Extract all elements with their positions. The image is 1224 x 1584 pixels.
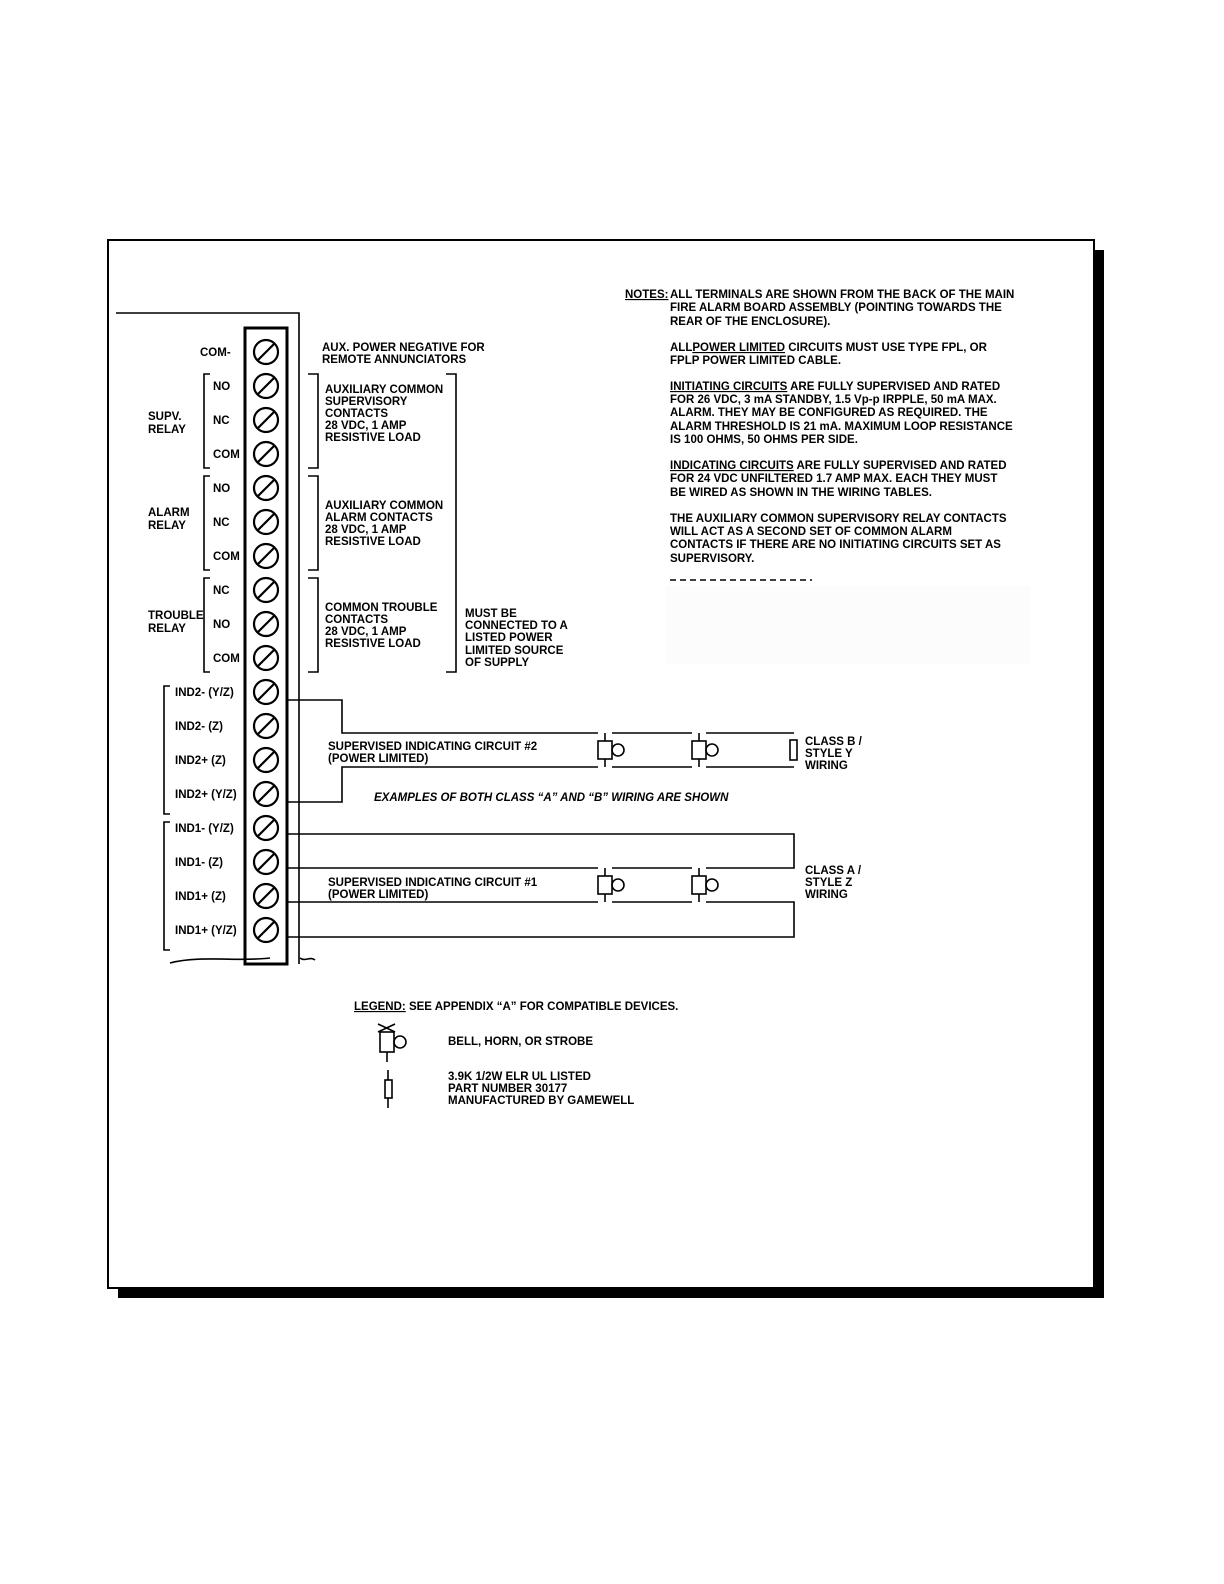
supv-desc-1: AUXILIARY COMMON bbox=[325, 384, 444, 396]
note-3-underlined: INITIATING CIRCUITS bbox=[670, 381, 788, 393]
notes bbox=[625, 289, 1030, 664]
note-3-line-3: ALARM. THEY MAY BE CONFIGURED AS REQUIRED. THE bbox=[670, 407, 988, 419]
screw-terminal bbox=[254, 816, 278, 840]
screw-terminal bbox=[254, 748, 278, 772]
must-be-5: OF SUPPLY bbox=[465, 657, 530, 669]
terminal-label: IND1+ (Y/Z) bbox=[175, 925, 237, 937]
obscured-region bbox=[666, 586, 1030, 664]
terminal-label: IND2+ (Z) bbox=[175, 755, 226, 767]
legend-elr-3: MANUFACTURED BY GAMEWELL bbox=[448, 1095, 635, 1107]
note-4-rest: ARE FULLY SUPERVISED AND RATED bbox=[793, 460, 1007, 472]
trouble-relay-label-2: RELAY bbox=[148, 623, 186, 635]
screw-terminal bbox=[254, 714, 278, 738]
note-1-line-3: REAR OF THE ENCLOSURE). bbox=[670, 316, 831, 328]
note-4-line-2: FOR 24 VDC UNFILTERED 1.7 AMP MAX. EACH THEY MUST bbox=[670, 473, 998, 485]
supv-desc-3: CONTACTS bbox=[325, 408, 389, 420]
legend-text: SEE APPENDIX “A” FOR COMPATIBLE DEVICES. bbox=[405, 1001, 679, 1013]
alarm-relay-label-1: ALARM bbox=[148, 507, 190, 519]
trouble-desc-1: COMMON TROUBLE bbox=[325, 602, 438, 614]
note-1-line-2: FIRE ALARM BOARD ASSEMBLY (POINTING TOWARDS THE bbox=[670, 302, 1002, 314]
screw-terminal bbox=[254, 442, 278, 466]
trouble-desc-4: RESISTIVE LOAD bbox=[325, 638, 421, 650]
class-a-label-1: CLASS A / bbox=[805, 865, 862, 877]
must-be-3: LISTED POWER bbox=[465, 632, 553, 644]
terminal-label: IND2- (Y/Z) bbox=[175, 687, 234, 699]
screw-terminal bbox=[254, 884, 278, 908]
note-5-line-4: SUPERVISORY. bbox=[670, 553, 755, 565]
note-3-rest: ARE FULLY SUPERVISED AND RATED bbox=[787, 381, 1001, 393]
note-3-line-5: IS 100 OHMS, 50 OHMS PER SIDE. bbox=[670, 434, 858, 446]
trouble-desc-2: CONTACTS bbox=[325, 614, 389, 626]
legend-bell-text: BELL, HORN, OR STROBE bbox=[448, 1036, 594, 1048]
note-2-underlined: POWER LIMITED bbox=[692, 342, 785, 354]
screw-terminal bbox=[254, 578, 278, 602]
terminal-label: COM- bbox=[200, 347, 231, 359]
alarm-desc-1: AUXILIARY COMMON bbox=[325, 500, 444, 512]
note-4-underlined: INDICATING CIRCUITS bbox=[670, 460, 794, 472]
terminal-label: IND1+ (Z) bbox=[175, 891, 226, 903]
note-4-line-3: BE WIRED AS SHOWN IN THE WIRING TABLES. bbox=[670, 487, 932, 499]
alarm-desc-2: ALARM CONTACTS bbox=[325, 512, 433, 524]
note-2-line-1 bbox=[670, 342, 988, 354]
screw-terminal bbox=[254, 374, 278, 398]
class-a-label-2: STYLE Z bbox=[805, 877, 853, 889]
supv-relay-label-2: RELAY bbox=[148, 424, 186, 436]
note-3-line-4: ALARM THRESHOLD IS 21 mA. MAXIMUM LOOP RESISTANCE bbox=[670, 421, 1013, 433]
notes-heading: NOTES: bbox=[625, 289, 669, 301]
screw-terminal bbox=[254, 544, 278, 568]
examples-note: EXAMPLES OF BOTH CLASS “A” AND “B” WIRING ARE SHOWN bbox=[374, 792, 729, 804]
screw-terminal bbox=[254, 612, 278, 636]
circuit-2-label-2: (POWER LIMITED) bbox=[328, 753, 429, 765]
legend-elr-1: 3.9K 1/2W ELR UL LISTED bbox=[448, 1071, 591, 1083]
terminal-label: IND1- (Z) bbox=[175, 857, 223, 869]
supv-desc-5: RESISTIVE LOAD bbox=[325, 432, 421, 444]
trouble-desc-3: 28 VDC, 1 AMP bbox=[325, 626, 407, 638]
terminal-label: IND1- (Y/Z) bbox=[175, 823, 234, 835]
trouble-relay-label-1: TROUBLE bbox=[148, 610, 204, 622]
must-be-2: CONNECTED TO A bbox=[465, 620, 568, 632]
screw-terminal bbox=[254, 680, 278, 704]
note-1-line-1: ALL TERMINALS ARE SHOWN FROM THE BACK OF THE MAIN bbox=[670, 289, 1015, 301]
supv-relay-label-1: SUPV. bbox=[148, 411, 182, 423]
note-3-line-1 bbox=[670, 381, 1000, 393]
terminal-label: NC bbox=[213, 415, 230, 427]
note-3-line-2: FOR 26 VDC, 3 mA STANDBY, 1.5 Vp-p IRPPLE, 50 mA MAX. bbox=[670, 394, 997, 406]
aux-power-line-1: AUX. POWER NEGATIVE FOR bbox=[322, 342, 485, 354]
class-a-label-3: WIRING bbox=[805, 889, 848, 901]
alarm-relay-label-2: RELAY bbox=[148, 520, 186, 532]
legend-line bbox=[354, 1001, 678, 1013]
circuit-1-label-1: SUPERVISED INDICATING CIRCUIT #1 bbox=[328, 877, 538, 889]
aux-power-line-2: REMOTE ANNUNCIATORS bbox=[322, 354, 467, 366]
terminal-label: NO bbox=[213, 619, 231, 631]
screw-terminal bbox=[254, 918, 278, 942]
must-be-4: LIMITED SOURCE bbox=[465, 645, 564, 657]
screw-terminal bbox=[254, 408, 278, 432]
supv-desc-4: 28 VDC, 1 AMP bbox=[325, 420, 407, 432]
terminal-label: IND2+ (Y/Z) bbox=[175, 789, 237, 801]
alarm-desc-4: RESISTIVE LOAD bbox=[325, 536, 421, 548]
must-be-1: MUST BE bbox=[465, 608, 517, 620]
circuit-2-label-1: SUPERVISED INDICATING CIRCUIT #2 bbox=[328, 741, 538, 753]
note-2-prefix: ALL bbox=[670, 342, 693, 354]
screw-terminal bbox=[254, 510, 278, 534]
note-2-rest: CIRCUITS MUST USE TYPE FPL, OR bbox=[785, 342, 987, 354]
terminal-label: NC bbox=[213, 517, 230, 529]
screw-terminal bbox=[254, 646, 278, 670]
screw-terminal bbox=[254, 850, 278, 874]
screw-terminal bbox=[254, 782, 278, 806]
legend-elr-2: PART NUMBER 30177 bbox=[448, 1083, 568, 1095]
alarm-desc-3: 28 VDC, 1 AMP bbox=[325, 524, 407, 536]
terminal-label: NC bbox=[213, 585, 230, 597]
terminal-label: COM bbox=[213, 449, 240, 461]
class-b-label-2: STYLE Y bbox=[805, 748, 853, 760]
note-5-line-1: THE AUXILIARY COMMON SUPERVISORY RELAY CONTACTS bbox=[670, 513, 1007, 525]
circuit-1-label-2: (POWER LIMITED) bbox=[328, 889, 429, 901]
screw-terminal bbox=[254, 340, 278, 364]
terminal-label: COM bbox=[213, 653, 240, 665]
terminal-label: NO bbox=[213, 483, 231, 495]
terminal-label: NO bbox=[213, 381, 231, 393]
note-2-line-2: FPLP POWER LIMITED CABLE. bbox=[670, 355, 842, 367]
terminal-label: IND2- (Z) bbox=[175, 721, 223, 733]
supv-desc-2: SUPERVISORY bbox=[325, 396, 408, 408]
legend-heading: LEGEND: bbox=[354, 1001, 406, 1013]
terminal-label: COM bbox=[213, 551, 240, 563]
note-5-line-3: CONTACTS IF THERE ARE NO INITIATING CIRCUITS SET AS bbox=[670, 539, 1001, 551]
screw-terminal bbox=[254, 476, 278, 500]
note-5-line-2: WILL ACT AS A SECOND SET OF COMMON ALARM bbox=[670, 526, 952, 538]
class-b-label-1: CLASS B / bbox=[805, 736, 862, 748]
note-4-line-1 bbox=[670, 460, 1007, 472]
class-b-label-3: WIRING bbox=[805, 760, 848, 772]
